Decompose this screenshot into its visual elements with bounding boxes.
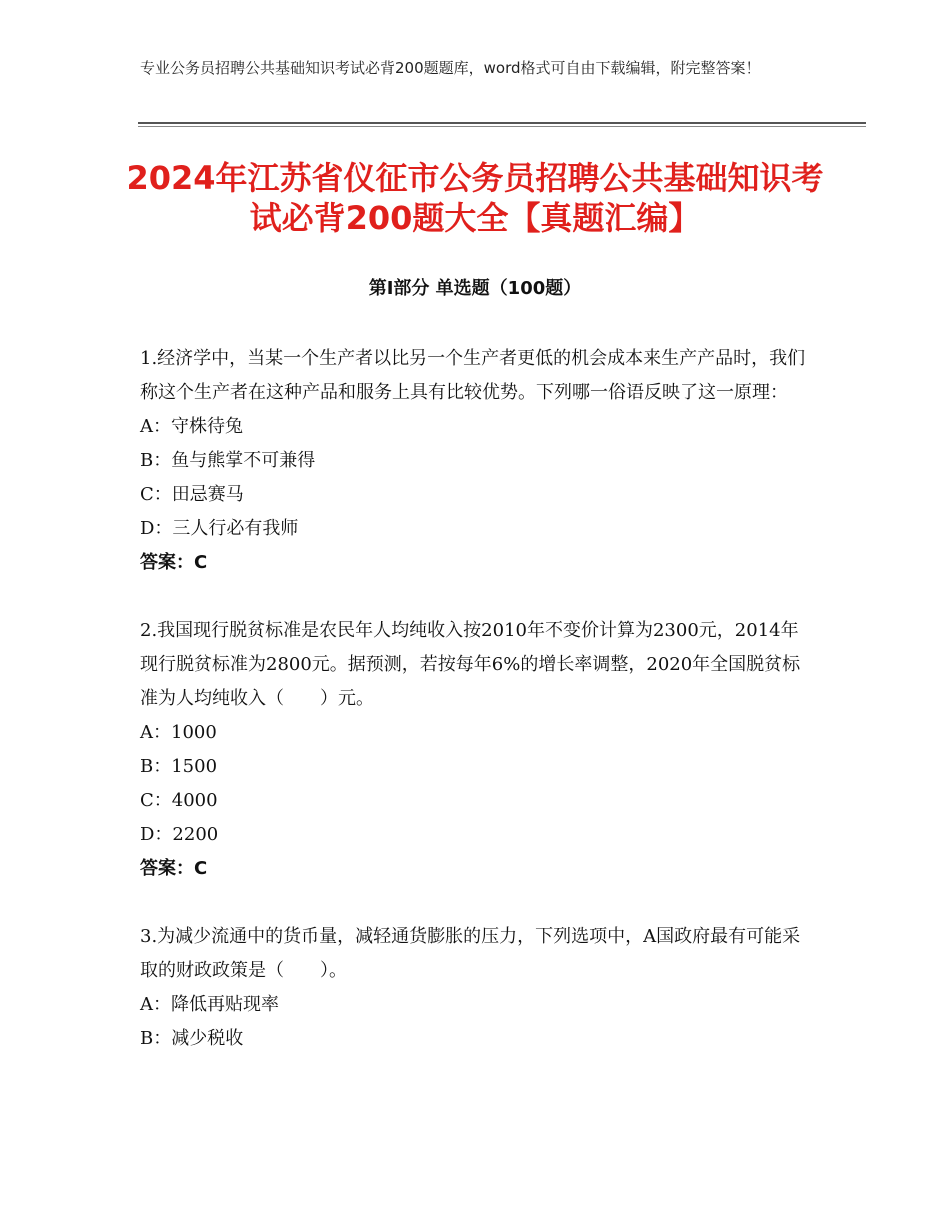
question-list [140,342,812,1090]
option-b: B：鱼与熊掌不可兼得 [140,450,316,471]
section-title: 第Ⅰ部分 单选题（100题） [368,278,582,299]
header-rule-thin [138,126,866,127]
header-note: 专业公务员招聘公共基础知识考试必背200题题库，word格式可自由下载编辑，附完整答案！ [140,59,761,77]
option-b: B：1500 [140,756,218,777]
option-c: C：4000 [140,790,218,811]
option-c: C：田忌赛马 [140,484,244,505]
question-3 [140,920,812,1056]
option-a: A：守株待兔 [140,416,243,437]
option-a: A：降低再贴现率 [140,994,279,1015]
question-stem: 1.经济学中，当某一个生产者以比另一个生产者更低的机会成本来生产产品时，我们称这个生产者在这种产品和服务上具有比较优势。下列哪一俗语反映了这一原理： [140,348,806,403]
question-stem: 2.我国现行脱贫标准是农民年人均纯收入按2010年不变价计算为2300元，2014年现行脱贫标准为2800元。据预测，若按每年6%的增长率调整，2020年全国脱贫标准为人均纯收入（ ）元。 [140,620,801,709]
answer: 答案：C [140,552,208,573]
answer: 答案：C [140,858,208,879]
option-d: D：三人行必有我师 [140,518,299,539]
option-d: D：2200 [140,824,219,845]
question-stem: 3.为减少流通中的货币量，减轻通货膨胀的压力，下列选项中，A国政府最有可能采取的财政政策是（ ）。 [140,926,801,981]
header-rule-thick [138,122,866,124]
question-2 [140,614,812,886]
question-1 [140,342,812,580]
option-a: A：1000 [140,722,217,743]
option-b: B：减少税收 [140,1028,244,1049]
document-title: 2024年江苏省仪征市公务员招聘公共基础知识考试必背200题大全【真题汇编】 [126,159,824,237]
